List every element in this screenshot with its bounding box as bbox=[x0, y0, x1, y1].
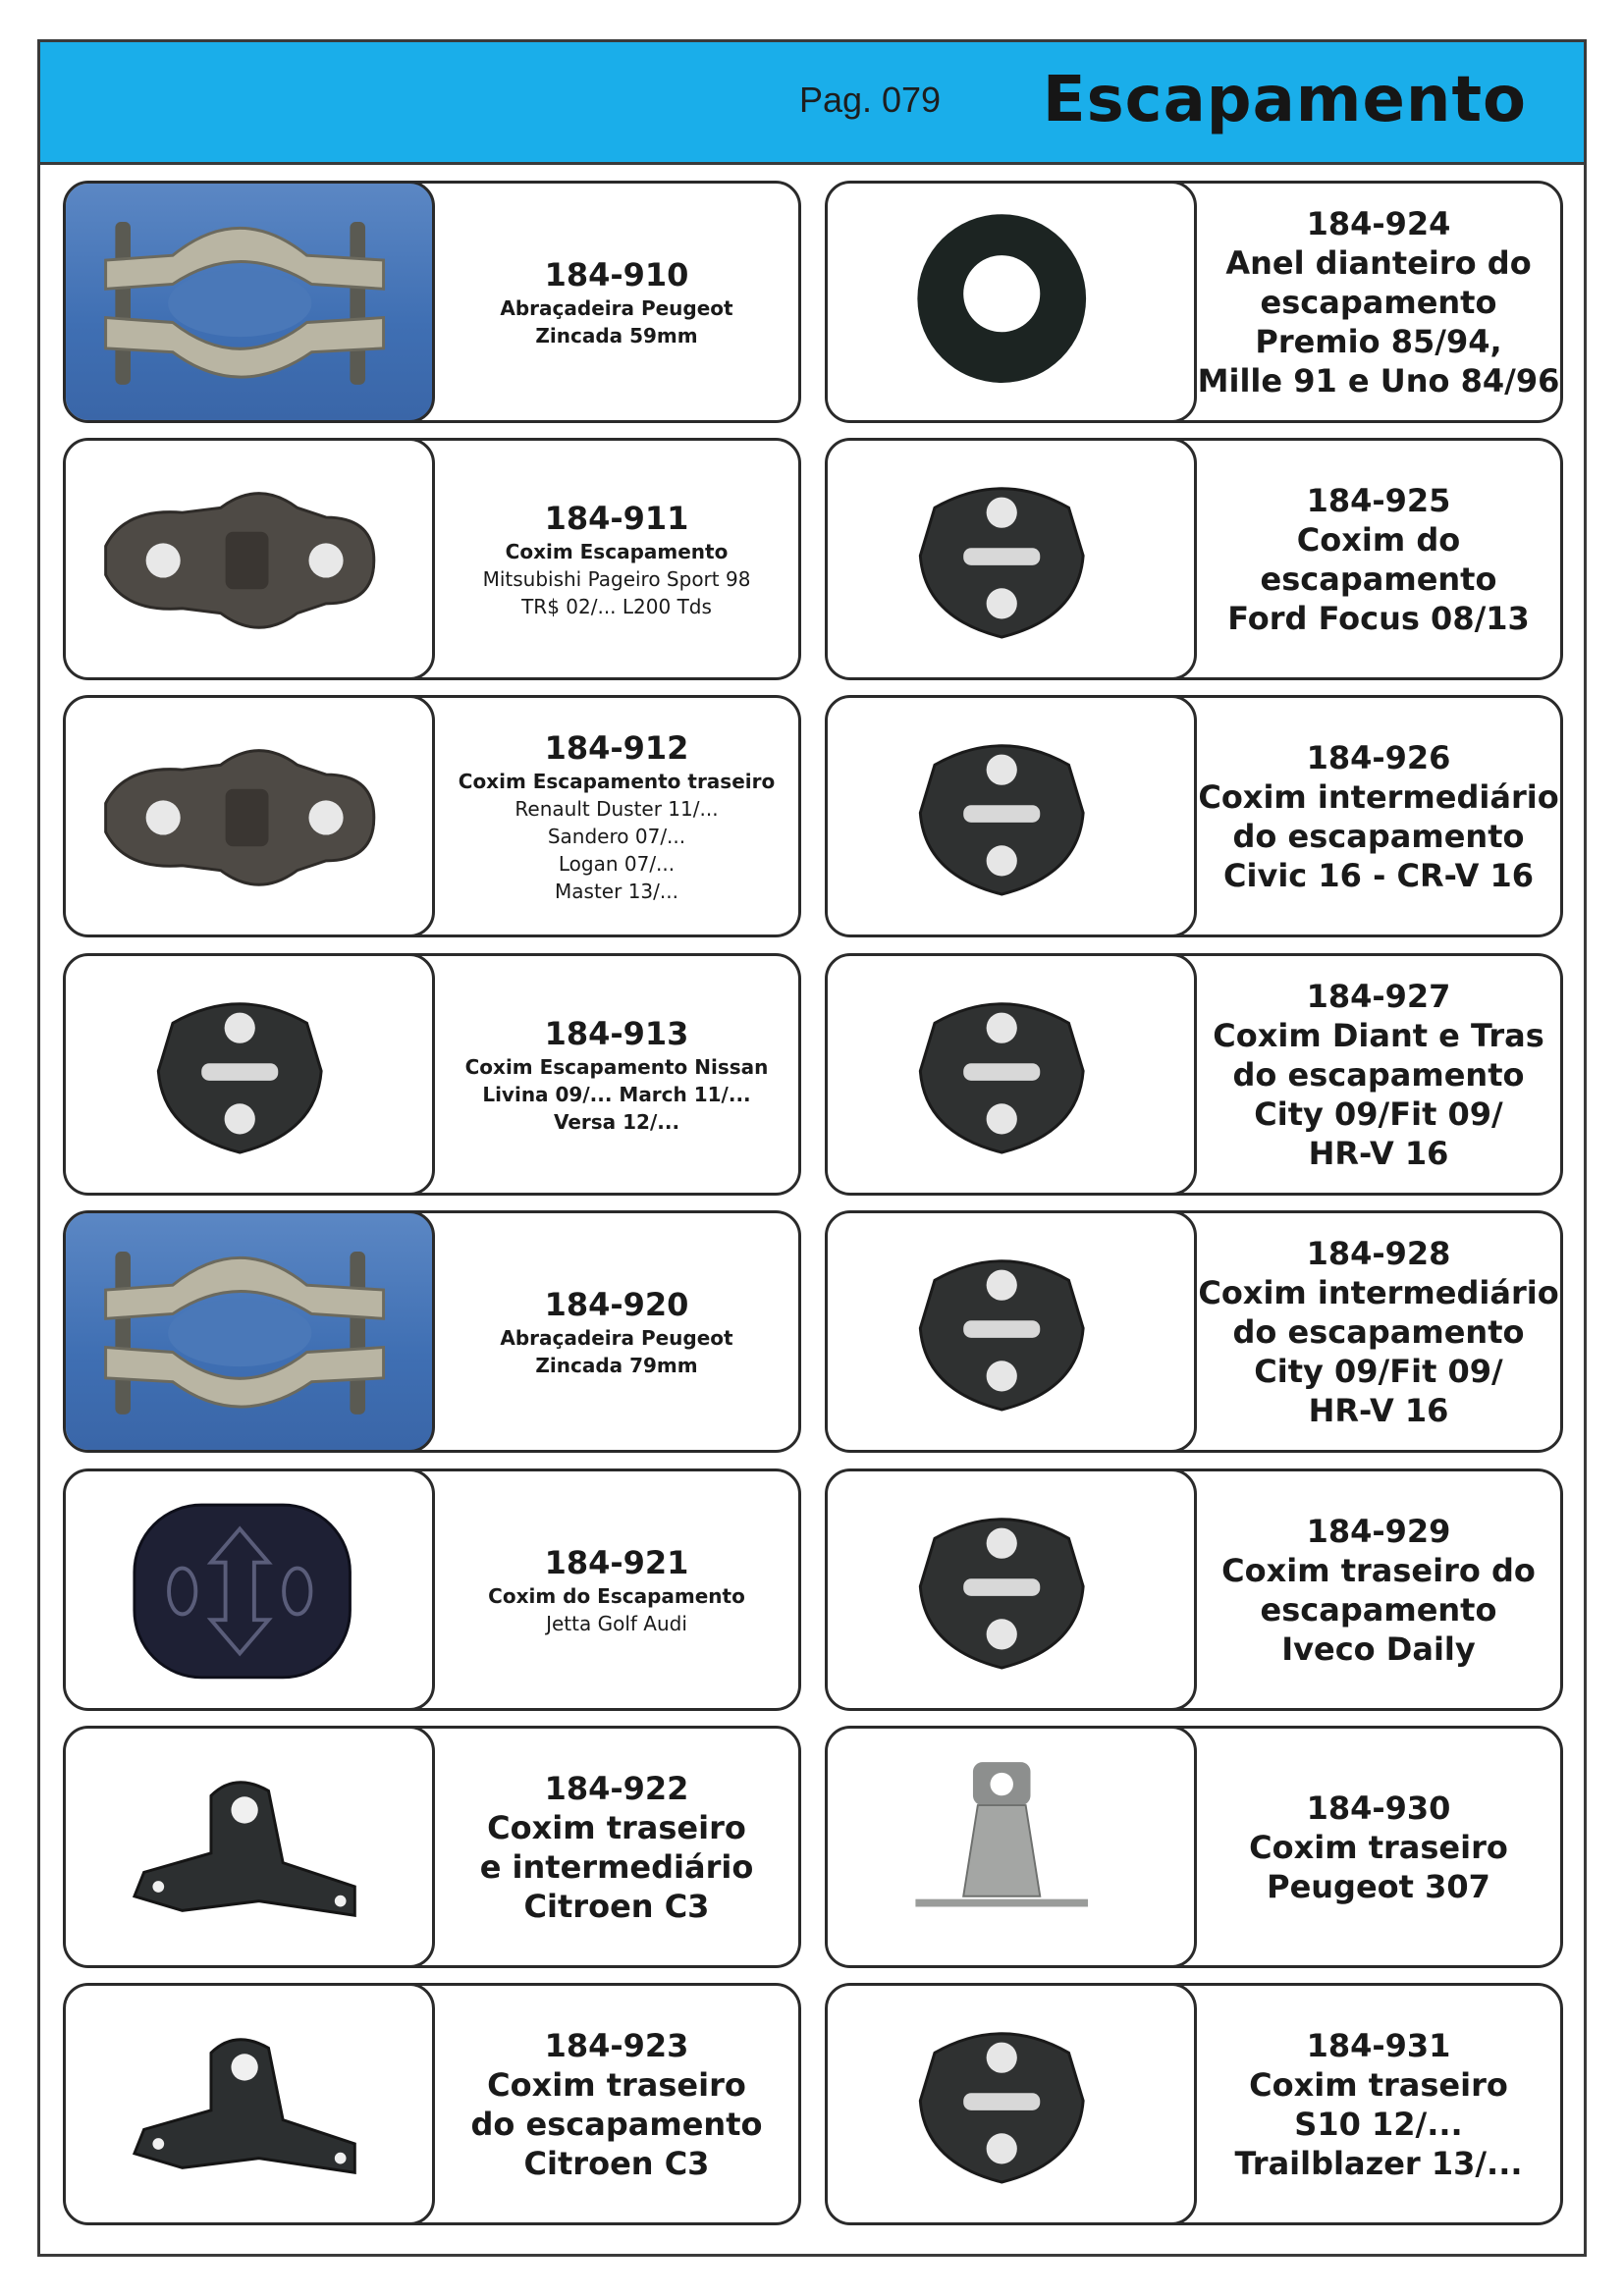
product-description-line: Anel dianteiro do bbox=[1225, 243, 1532, 282]
product-description-line: Coxim Escapamento bbox=[505, 539, 729, 563]
product-description-line: City 09/Fit 09/ bbox=[1254, 1095, 1503, 1133]
product-description bbox=[435, 956, 798, 1193]
product-description-line: Master 13/... bbox=[555, 879, 678, 903]
rubber-hanger-icon bbox=[828, 441, 1194, 677]
rubber-pad-icon bbox=[66, 1471, 432, 1708]
product-description-line: Premio 85/94, bbox=[1255, 322, 1502, 360]
product-photo bbox=[63, 1468, 435, 1711]
bracket-mount-icon bbox=[66, 1986, 432, 2222]
product-description bbox=[435, 441, 798, 677]
product-photo bbox=[825, 438, 1197, 680]
product-card-184-924 bbox=[825, 181, 1563, 423]
product-description-line: Abraçadeira Peugeot bbox=[500, 295, 733, 320]
product-description-line: Zincada 79mm bbox=[535, 1353, 698, 1377]
product-code: 184-926 bbox=[1306, 738, 1451, 776]
exhaust-mount-icon bbox=[66, 441, 432, 677]
rubber-hanger-icon bbox=[828, 1471, 1194, 1708]
product-description-line: Livina 09/... March 11/... bbox=[482, 1082, 751, 1106]
product-description-line: Citroen C3 bbox=[523, 1887, 710, 1925]
rubber-hanger-icon bbox=[828, 1213, 1194, 1450]
product-card-184-913 bbox=[63, 953, 801, 1196]
product-description-line: Coxim Escapamento traseiro bbox=[458, 769, 776, 793]
product-description bbox=[1197, 1213, 1560, 1450]
product-code: 184-931 bbox=[1306, 2026, 1451, 2064]
product-description-line: Iveco Daily bbox=[1281, 1629, 1476, 1668]
product-description bbox=[435, 1986, 798, 2222]
product-code: 184-921 bbox=[544, 1543, 689, 1581]
product-photo bbox=[825, 953, 1197, 1196]
product-description-line: Coxim traseiro bbox=[1249, 2065, 1508, 2104]
product-description-line: Coxim traseiro bbox=[487, 1808, 746, 1846]
product-description bbox=[1197, 1986, 1560, 2222]
product-description-line: City 09/Fit 09/ bbox=[1254, 1352, 1503, 1390]
metal-bracket-icon bbox=[828, 1729, 1194, 1965]
product-photo bbox=[63, 1726, 435, 1968]
product-description-line: escapamento bbox=[1260, 283, 1497, 321]
product-description-line: Jetta Golf Audi bbox=[546, 1611, 687, 1635]
product-description bbox=[435, 1213, 798, 1450]
product-card-184-929 bbox=[825, 1468, 1563, 1711]
product-description-line: e intermediário bbox=[479, 1847, 754, 1886]
product-card-184-912 bbox=[63, 695, 801, 937]
product-code: 184-927 bbox=[1306, 977, 1451, 1015]
product-description-line: Versa 12/... bbox=[553, 1109, 680, 1134]
product-card-184-922 bbox=[63, 1726, 801, 1968]
exhaust-clamp-icon bbox=[66, 1213, 432, 1450]
rubber-hanger-icon bbox=[66, 956, 432, 1193]
product-description-line: do escapamento bbox=[1232, 1312, 1525, 1351]
product-card-184-925 bbox=[825, 438, 1563, 680]
product-description-line: TR$ 02/... L200 Tds bbox=[521, 594, 712, 618]
product-photo bbox=[63, 953, 435, 1196]
product-description bbox=[435, 698, 798, 934]
product-card-184-923 bbox=[63, 1983, 801, 2225]
product-card-184-921 bbox=[63, 1468, 801, 1711]
product-code: 184-930 bbox=[1306, 1789, 1451, 1827]
product-code: 184-910 bbox=[544, 255, 689, 294]
product-description-line: Coxim traseiro bbox=[1249, 1828, 1508, 1866]
product-card-184-911 bbox=[63, 438, 801, 680]
product-photo bbox=[825, 181, 1197, 423]
product-photo bbox=[63, 695, 435, 937]
product-description-line: Renault Duster 11/... bbox=[514, 796, 719, 821]
page-title: Escapamento bbox=[1042, 64, 1527, 136]
exhaust-clamp-icon bbox=[66, 184, 432, 420]
product-description-line: do escapamento bbox=[470, 2105, 763, 2143]
product-description-line: Logan 07/... bbox=[558, 851, 676, 876]
product-code: 184-924 bbox=[1306, 204, 1451, 242]
product-photo bbox=[825, 695, 1197, 937]
product-description-line: Coxim do Escapamento bbox=[488, 1583, 745, 1608]
product-code: 184-923 bbox=[544, 2026, 689, 2064]
product-description-line: HR-V 16 bbox=[1308, 1391, 1449, 1429]
product-description bbox=[435, 1729, 798, 1965]
product-photo bbox=[825, 1726, 1197, 1968]
product-card-184-927 bbox=[825, 953, 1563, 1196]
product-card-184-926 bbox=[825, 695, 1563, 937]
product-code: 184-925 bbox=[1306, 481, 1451, 519]
rubber-hanger-icon bbox=[828, 956, 1194, 1193]
page-header bbox=[40, 42, 1584, 165]
product-description bbox=[1197, 1471, 1560, 1708]
product-photo bbox=[63, 438, 435, 680]
product-code: 184-913 bbox=[544, 1014, 689, 1052]
product-description-line: Mille 91 e Uno 84/96 bbox=[1197, 361, 1560, 400]
product-description-line: Coxim Escapamento Nissan bbox=[464, 1054, 769, 1079]
bracket-mount-icon bbox=[66, 1729, 432, 1965]
product-description-line: Citroen C3 bbox=[523, 2144, 710, 2182]
product-description-line: Peugeot 307 bbox=[1267, 1867, 1490, 1905]
product-description-line: Mitsubishi Pageiro Sport 98 bbox=[482, 566, 751, 591]
product-photo bbox=[825, 1983, 1197, 2225]
product-card-184-930 bbox=[825, 1726, 1563, 1968]
product-description-line: Civic 16 - CR-V 16 bbox=[1223, 856, 1534, 894]
rubber-ring-icon bbox=[828, 184, 1194, 420]
product-description bbox=[435, 184, 798, 420]
exhaust-mount-icon bbox=[66, 698, 432, 934]
product-description-line: Coxim intermediário bbox=[1198, 1273, 1559, 1311]
product-description-line: S10 12/... bbox=[1294, 2105, 1463, 2143]
product-description-line: Abraçadeira Peugeot bbox=[500, 1325, 733, 1350]
product-description-line: Sandero 07/... bbox=[547, 824, 686, 848]
product-card-184-928 bbox=[825, 1210, 1563, 1453]
product-description-line: Zincada 59mm bbox=[535, 323, 698, 347]
product-code: 184-922 bbox=[544, 1769, 689, 1807]
product-description-line: escapamento bbox=[1260, 560, 1497, 598]
product-description-line: do escapamento bbox=[1232, 817, 1525, 855]
product-description bbox=[1197, 698, 1560, 934]
product-photo bbox=[63, 1983, 435, 2225]
product-code: 184-928 bbox=[1306, 1234, 1451, 1272]
product-code: 184-929 bbox=[1306, 1512, 1451, 1550]
product-description bbox=[1197, 441, 1560, 677]
product-description-line: do escapamento bbox=[1232, 1055, 1525, 1094]
product-description-line: HR-V 16 bbox=[1308, 1134, 1449, 1172]
product-description-line: Trailblazer 13/... bbox=[1234, 2144, 1523, 2182]
product-description-line: Coxim traseiro do bbox=[1221, 1551, 1536, 1589]
product-description-line: Coxim do bbox=[1296, 520, 1461, 559]
product-photo bbox=[825, 1210, 1197, 1453]
product-code: 184-911 bbox=[544, 499, 689, 537]
product-description-line: Coxim Diant e Tras bbox=[1213, 1016, 1544, 1054]
product-description bbox=[1197, 1729, 1560, 1965]
product-card-184-920 bbox=[63, 1210, 801, 1453]
product-description-line: escapamento bbox=[1260, 1590, 1497, 1629]
product-code: 184-920 bbox=[544, 1285, 689, 1323]
page-number: Pag. 079 bbox=[798, 80, 942, 120]
product-description-line: Ford Focus 08/13 bbox=[1227, 599, 1530, 637]
product-photo bbox=[63, 181, 435, 423]
product-card-184-910 bbox=[63, 181, 801, 423]
product-photo bbox=[825, 1468, 1197, 1711]
product-code: 184-912 bbox=[544, 728, 689, 767]
rubber-hanger-icon bbox=[828, 698, 1194, 934]
product-description bbox=[435, 1471, 798, 1708]
rubber-hanger-icon bbox=[828, 1986, 1194, 2222]
product-description bbox=[1197, 184, 1560, 420]
product-description bbox=[1197, 956, 1560, 1193]
product-description-line: Coxim traseiro bbox=[487, 2065, 746, 2104]
product-card-184-931 bbox=[825, 1983, 1563, 2225]
product-description-line: Coxim intermediário bbox=[1198, 777, 1559, 816]
product-photo bbox=[63, 1210, 435, 1453]
